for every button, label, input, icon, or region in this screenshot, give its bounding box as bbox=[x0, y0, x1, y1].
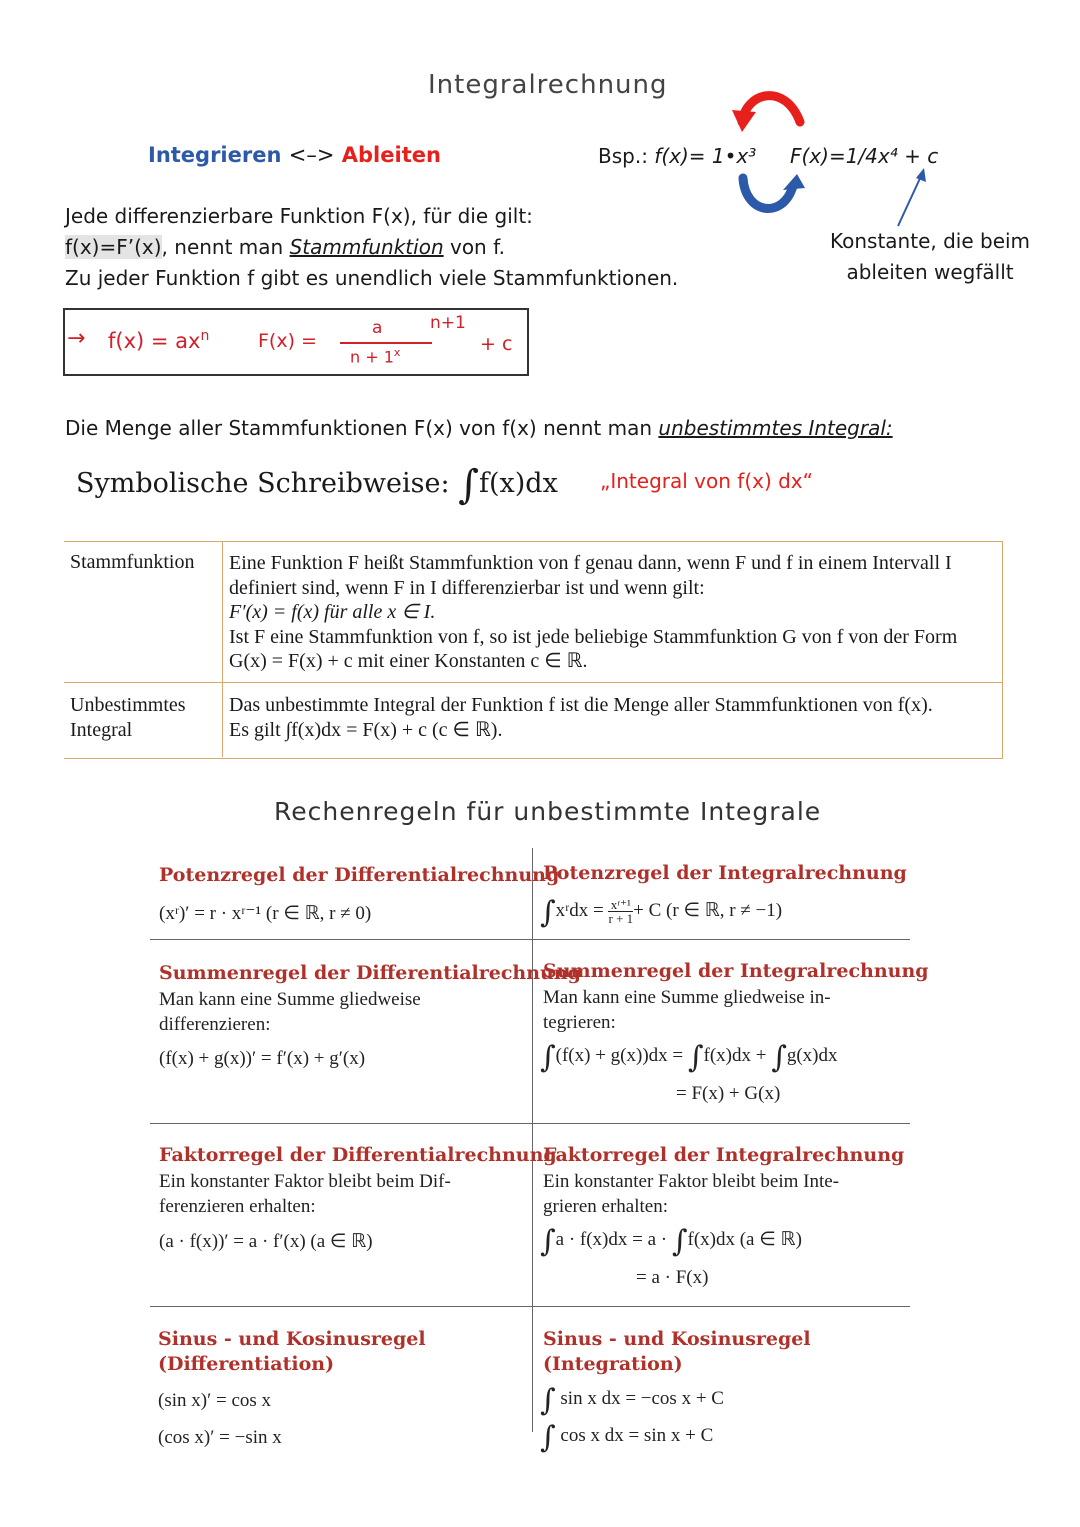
integrieren-label: Integrieren bbox=[148, 143, 282, 167]
summe-int-text1: Man kann eine Summe gliedweise in- bbox=[543, 987, 831, 1008]
table-def-stammfunktion bbox=[229, 551, 957, 674]
summe-diff-formula: (f(x) + g(x))′ = f′(x) + g′(x) bbox=[159, 1048, 366, 1069]
faktor-diff-title: Faktorregel der Differentialrechnung bbox=[159, 1144, 557, 1166]
summe-int-formula2: = F(x) + G(x) bbox=[676, 1083, 781, 1104]
sinus-int-title1: Sinus - und Kosinusregel bbox=[543, 1328, 811, 1350]
definition-line1: Jede differenzierbare Funktion F(x), für die gilt: bbox=[65, 204, 533, 228]
table-term-line2: Integral bbox=[70, 719, 133, 741]
table-def-line: Ist F eine Stammfunktion von f, so ist jede beliebige Stammfunktion G von f von der Form bbox=[229, 625, 958, 648]
constant-note-line2: ableiten wegfällt bbox=[846, 260, 1014, 284]
potenz-int-fraction bbox=[608, 898, 633, 925]
handwritten-denominator bbox=[350, 346, 400, 366]
integral-sign-icon: ∫ bbox=[540, 1420, 556, 1455]
potenz-int-formula bbox=[540, 895, 782, 930]
example-prefix: Bsp.: bbox=[598, 144, 655, 168]
sinus-int-title2: (Integration) bbox=[543, 1353, 683, 1375]
faktor-int-text bbox=[543, 1169, 839, 1219]
rules-divider-2 bbox=[150, 1123, 910, 1124]
integrieren-ableiten-heading bbox=[148, 143, 441, 167]
integral-sign-icon: ∫ bbox=[671, 1224, 688, 1259]
sinus-int-f2 bbox=[540, 1420, 713, 1455]
handwritten-den-text: n + 1 bbox=[350, 347, 394, 367]
sinus-diff-title1: Sinus - und Kosinusregel bbox=[158, 1328, 426, 1350]
sinus-diff-title2: (Differentiation) bbox=[158, 1353, 335, 1375]
summe-int-text bbox=[543, 985, 831, 1035]
rules-divider-3 bbox=[150, 1306, 910, 1307]
faktor-int-formula2: = a · F(x) bbox=[636, 1267, 709, 1288]
sinus-int-f1-text: sin x dx = −cos x + C bbox=[560, 1388, 724, 1409]
potenz-int-num: xʳ⁺¹ bbox=[608, 898, 633, 912]
faktor-int-title: Faktorregel der Integralrechnung bbox=[543, 1144, 905, 1166]
summe-int-text2: tegrieren: bbox=[543, 1012, 616, 1033]
integral-reading: „Integral von f(x) dx“ bbox=[600, 469, 814, 493]
definition-line2 bbox=[65, 235, 505, 259]
summe-diff-text1: Man kann eine Summe gliedweise bbox=[159, 989, 421, 1010]
handwritten-fx bbox=[108, 328, 209, 353]
sinus-int-f1 bbox=[540, 1383, 724, 1418]
faktor-diff-formula: (a · f(x))′ = a · f′(x) (a ∈ ℝ) bbox=[159, 1231, 373, 1252]
potenz-int-lhs: xʳdx = bbox=[555, 900, 604, 921]
potenz-diff-formula: (xʳ)′ = r · xʳ⁻¹ (r ∈ ℝ, r ≠ 0) bbox=[159, 903, 372, 924]
handwritten-fx-text: f(x) = ax bbox=[108, 329, 201, 353]
integral-sign-icon: ∫ bbox=[687, 1040, 704, 1075]
symbolic-notation bbox=[76, 462, 558, 508]
handwritten-den-x: x bbox=[393, 346, 401, 359]
example-fx: f(x)= 1•x³ bbox=[654, 144, 757, 168]
summe-diff-text2: differenzieren: bbox=[159, 1014, 271, 1035]
constant-pointer-icon bbox=[890, 166, 930, 230]
menge-sentence bbox=[65, 416, 893, 440]
handwritten-arrow: → bbox=[67, 326, 86, 351]
sinus-diff-title bbox=[158, 1327, 426, 1377]
table-def-unbestimmtes-integral bbox=[229, 693, 933, 743]
integrate-arrow-icon bbox=[735, 172, 810, 222]
faktor-int-p2: f(x)dx (a ∈ ℝ) bbox=[687, 1229, 802, 1250]
table-def-line: definiert sind, wenn F in I differenzierbar ist und wenn gilt: bbox=[229, 576, 705, 599]
symbolic-integrand: f(x)dx bbox=[479, 468, 558, 499]
faktor-int-p1: a · f(x)dx = a · bbox=[555, 1229, 668, 1250]
handwritten-fraction-line bbox=[340, 342, 432, 344]
table-def-line: Das unbestimmte Integral der Funktion f ist die Menge aller Stammfunktionen von f(x). bbox=[229, 694, 933, 716]
faktor-diff-text bbox=[159, 1169, 451, 1219]
integral-sign-icon: ∫ bbox=[771, 1040, 787, 1075]
summe-diff-text bbox=[159, 987, 421, 1037]
summe-diff-title: Summenregel der Differentialrechnung bbox=[159, 962, 581, 984]
sinus-int-title bbox=[543, 1327, 811, 1377]
handwritten-plus-c: + c bbox=[480, 333, 513, 355]
integral-sign-icon: ∫ bbox=[540, 1040, 556, 1075]
potenz-int-title: Potenzregel der Integralrechnung bbox=[543, 862, 907, 884]
handwritten-Fx: F(x) = bbox=[258, 330, 317, 352]
example-F: F(x)=1/4x⁴ + c bbox=[790, 144, 939, 168]
constant-note bbox=[830, 226, 1030, 288]
sinus-diff-f2: (cos x)′ = −sin x bbox=[158, 1427, 282, 1448]
sinus-diff-f1: (sin x)′ = cos x bbox=[158, 1390, 272, 1411]
derive-arrow-icon bbox=[730, 82, 810, 137]
menge-text: Die Menge aller Stammfunktionen F(x) von f(x) nennt man bbox=[65, 416, 659, 440]
ableiten-label: Ableiten bbox=[341, 143, 441, 167]
integral-sign-icon: ∫ bbox=[540, 895, 556, 930]
constant-note-line1: Konstante, die beim bbox=[830, 229, 1031, 253]
integral-sign-icon: ∫ bbox=[540, 1224, 556, 1259]
summe-int-formula bbox=[540, 1040, 838, 1075]
handwritten-fx-exp: n bbox=[200, 328, 210, 344]
definition-formula: f(x)=F’(x) bbox=[65, 235, 162, 259]
summe-int-p2: f(x)dx + bbox=[703, 1045, 767, 1066]
arrow-label: <–> bbox=[288, 143, 335, 167]
integral-sign-icon: ∫ bbox=[458, 462, 479, 508]
table-term-stammfunktion: Stammfunktion bbox=[70, 551, 195, 573]
definition-end: von f. bbox=[443, 235, 506, 259]
faktor-diff-text1: Ein konstanter Faktor bleibt beim Dif- bbox=[159, 1171, 451, 1192]
faktor-diff-text2: ferenzieren erhalten: bbox=[159, 1196, 316, 1217]
potenz-diff-title: Potenzregel der Differentialrechnung bbox=[159, 864, 560, 886]
example-f bbox=[598, 144, 756, 168]
handwritten-exponent: n+1 bbox=[430, 313, 466, 333]
symbolic-label: Symbolische Schreibweise: bbox=[76, 468, 450, 499]
definition-mid: , nennt man bbox=[161, 235, 290, 259]
page-title: Integralrechnung bbox=[428, 70, 668, 100]
rules-divider-1 bbox=[150, 939, 910, 940]
table-def-line: Eine Funktion F heißt Stammfunktion von f genau dann, wenn F und f in einem Intervall I bbox=[229, 552, 952, 574]
table-term-line1: Unbestimmtes bbox=[70, 694, 186, 716]
table-term-unbestimmtes-integral bbox=[70, 693, 186, 743]
summe-int-p1: (f(x) + g(x))dx = bbox=[555, 1045, 684, 1066]
stammfunktion-term: Stammfunktion bbox=[289, 235, 444, 259]
table-column-divider bbox=[222, 541, 223, 757]
table-def-line: G(x) = F(x) + c mit einer Konstanten c ∈ ℝ. bbox=[229, 650, 588, 672]
faktor-int-text2: grieren erhalten: bbox=[543, 1196, 669, 1217]
rules-title: Rechenregeln für unbestimmte Integrale bbox=[274, 797, 822, 826]
table-row-divider bbox=[64, 682, 1002, 683]
potenz-int-rest: + C (r ∈ ℝ, r ≠ −1) bbox=[633, 900, 783, 921]
unbestimmtes-integral-term: unbestimmtes Integral: bbox=[658, 416, 893, 440]
summe-int-p3: g(x)dx bbox=[786, 1045, 838, 1066]
table-def-line: F′(x) = f(x) für alle x ∈ I. bbox=[229, 601, 436, 623]
summe-int-title: Summenregel der Integralrechnung bbox=[543, 960, 929, 982]
faktor-int-text1: Ein konstanter Faktor bleibt beim Inte- bbox=[543, 1171, 840, 1192]
handwritten-numerator: a bbox=[372, 318, 383, 338]
definition-line3: Zu jeder Funktion f gibt es unendlich viele Stammfunktionen. bbox=[65, 266, 679, 290]
sinus-int-f2-text: cos x dx = sin x + C bbox=[560, 1425, 714, 1446]
faktor-int-formula bbox=[540, 1224, 802, 1259]
potenz-int-den: r + 1 bbox=[608, 911, 634, 927]
table-def-line: Es gilt ∫f(x)dx = F(x) + c (c ∈ ℝ). bbox=[229, 719, 503, 741]
integral-sign-icon: ∫ bbox=[540, 1383, 556, 1418]
rules-column-divider bbox=[532, 848, 533, 1432]
